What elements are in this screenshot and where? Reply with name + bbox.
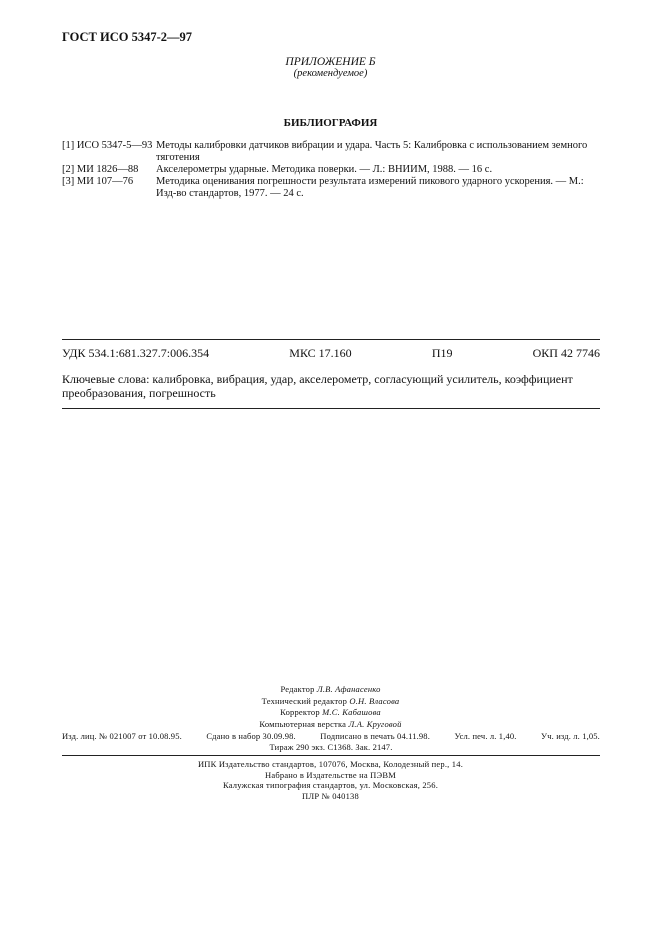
publishing-line <box>62 731 600 742</box>
credit-person: М.С. Кабашова <box>322 707 381 717</box>
appendix-heading <box>0 56 661 80</box>
bibliography-text: Акселерометры ударные. Методика поверки. — Л.: ВНИИМ, 1988. — 16 с. <box>156 164 493 175</box>
license-number: Изд. лиц. № 021007 от 10.08.95. <box>62 731 182 741</box>
printer-line: ПЛР № 040138 <box>302 790 359 801</box>
credit-line <box>0 719 661 731</box>
printer-line: Набрано в Издательстве на ПЭВМ <box>265 769 396 780</box>
bibliography-ref: [1] ИСО 5347-5—93 <box>62 140 153 151</box>
bibliography-heading: БИБЛИОГРАФИЯ <box>283 117 378 129</box>
bibliography-item <box>62 176 602 200</box>
credit-person: Л.В. Афанасенко <box>316 684 381 694</box>
credit-role: Редактор <box>280 684 315 694</box>
credit-person: О.Н. Власова <box>349 695 400 706</box>
publishing-sheets: Уч. изд. л. 1,05. <box>541 731 600 741</box>
printer-line: Калужская типография стандартов, ул. Московская, 256. <box>222 780 439 790</box>
editorial-credits <box>0 684 661 730</box>
bibliography-ref: [2] МИ 1826—88 <box>62 164 139 175</box>
bibliography-item <box>62 164 602 176</box>
print-run: Тираж 290 экз. С1368. Зак. 2147. <box>269 742 393 752</box>
group-code: П19 <box>431 346 453 360</box>
keywords: Ключевые слова: калибровка, вибрация, удар, акселерометр, согласующий усилитель, коэффициент преобразования, погрешность <box>62 372 573 400</box>
credit-line <box>0 684 661 696</box>
credit-person: Л.А. Круговой <box>348 718 402 729</box>
printer-imprint <box>0 759 661 801</box>
credit-role: Технический редактор <box>261 695 348 706</box>
divider-bottom <box>62 408 600 409</box>
mks-code: МКС 17.160 <box>289 346 352 360</box>
printer-line: ИПК Издательство стандартов, 107076, Москва, Колодезный пер., 14. <box>197 759 464 769</box>
appendix-title: ПРИЛОЖЕНИЕ Б <box>285 56 376 68</box>
bibliography-text: Методика оценивания погрешности результата измерений пикового ударного ускорения. — М.: Изд-во стандартов, 1977. — 24 с. <box>156 176 584 199</box>
bibliography-ref: [3] МИ 107—76 <box>62 176 134 187</box>
document-designation: ГОСТ ИСО 5347-2—97 <box>62 30 193 44</box>
udk-code: УДК 534.1:681.327.7:006.354 <box>62 346 210 360</box>
appendix-status: (рекомендуемое) <box>293 68 368 79</box>
bibliography-list <box>62 140 602 200</box>
credit-role: Корректор <box>280 707 320 717</box>
typeset-date: Сдано в набор 30.09.98. <box>206 731 296 741</box>
print-sign-date: Подписано в печать 04.11.98. <box>320 731 430 741</box>
credit-line <box>0 707 661 719</box>
print-sheets: Усл. печ. л. 1,40. <box>454 731 517 741</box>
credit-role: Компьютерная верстка <box>259 718 347 729</box>
divider-top <box>62 339 600 340</box>
bibliography-text: Методы калибровки датчиков вибрации и удара. Часть 5: Калибровка с использованием земного тяготения <box>156 140 588 163</box>
okp-code: ОКП 42 7746 <box>532 346 600 360</box>
bibliography-item <box>62 140 602 164</box>
credit-line <box>0 696 661 708</box>
classification-row <box>62 346 600 361</box>
divider-imprint <box>62 755 600 756</box>
publishing-info <box>62 731 600 753</box>
